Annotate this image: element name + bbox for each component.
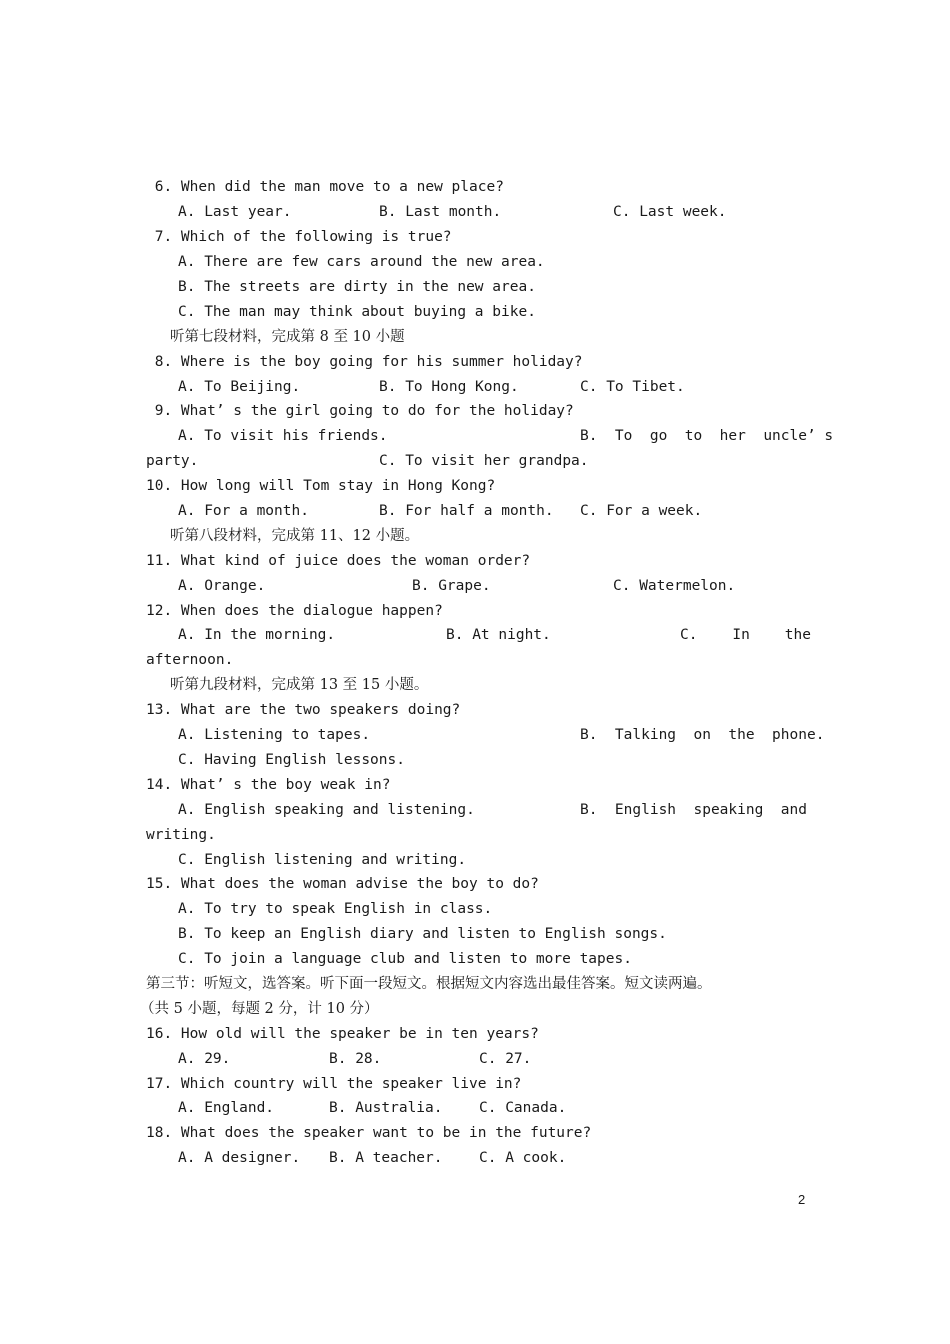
text-line: 9. What’ s the girl going to do for the holiday? bbox=[146, 403, 574, 419]
text-line: 14. What’ s the boy weak in? bbox=[146, 777, 391, 793]
text-line: B. At night. bbox=[446, 627, 551, 643]
text-line: A. England. bbox=[178, 1100, 275, 1116]
text-line: writing. bbox=[146, 827, 216, 843]
text-line: C. The man may think about buying a bike. bbox=[178, 304, 536, 320]
text-line: 10. How long will Tom stay in Hong Kong? bbox=[146, 478, 496, 494]
text-line: C. A cook. bbox=[479, 1150, 567, 1166]
text-line: A. A designer. bbox=[178, 1150, 301, 1166]
text-line: C. 27. bbox=[479, 1051, 532, 1067]
text-line: A. To try to speak English in class. bbox=[178, 901, 493, 917]
text-line: C. In the bbox=[680, 627, 811, 643]
text-line: B. Talking on the phone. bbox=[580, 727, 825, 743]
text-line: 听第七段材料，完成第 8 至 10 小题 bbox=[170, 329, 405, 345]
text-line: B. 28. bbox=[329, 1051, 382, 1067]
text-line: C. To visit her grandpa. bbox=[379, 453, 589, 469]
text-line: A. Orange. bbox=[178, 578, 266, 594]
text-line: C. For a week. bbox=[580, 503, 703, 519]
text-line: C. Last week. bbox=[613, 204, 727, 220]
text-line: B. To go to her uncle’ s bbox=[580, 428, 834, 444]
text-line: C. Canada. bbox=[479, 1100, 567, 1116]
text-line: B. English speaking and bbox=[580, 802, 807, 818]
text-line: 6. When did the man move to a new place? bbox=[146, 179, 504, 195]
text-line: A. In the morning. bbox=[178, 627, 336, 643]
text-line: afternoon. bbox=[146, 652, 234, 668]
text-line: C. Having English lessons. bbox=[178, 752, 405, 768]
text-line: B. To keep an English diary and listen to English songs. bbox=[178, 926, 667, 942]
text-line: 8. Where is the boy going for his summer holiday? bbox=[146, 354, 583, 370]
text-line: party. bbox=[146, 453, 199, 469]
text-line: 18. What does the speaker want to be in the future? bbox=[146, 1125, 592, 1141]
text-line: A. 29. bbox=[178, 1051, 231, 1067]
text-line: 听第八段材料，完成第 11、12 小题。 bbox=[170, 528, 420, 544]
text-line: C. To Tibet. bbox=[580, 379, 685, 395]
text-line: A. English speaking and listening. bbox=[178, 802, 475, 818]
text-line: B. A teacher. bbox=[329, 1150, 443, 1166]
text-line: 11. What kind of juice does the woman order? bbox=[146, 553, 531, 569]
text-line: C. Watermelon. bbox=[613, 578, 736, 594]
text-line: 12. When does the dialogue happen? bbox=[146, 603, 443, 619]
text-line: C. English listening and writing. bbox=[178, 852, 467, 868]
text-line: B. Grape. bbox=[412, 578, 491, 594]
text-line: B. The streets are dirty in the new area. bbox=[178, 279, 536, 295]
text-line: 15. What does the woman advise the boy to do? bbox=[146, 876, 539, 892]
text-line: B. For half a month. bbox=[379, 503, 554, 519]
text-line: B. Last month. bbox=[379, 204, 502, 220]
text-line: 16. How old will the speaker be in ten years? bbox=[146, 1026, 539, 1042]
text-line: A. Listening to tapes. bbox=[178, 727, 371, 743]
text-line: A. There are few cars around the new area. bbox=[178, 254, 545, 270]
text-line: B. To Hong Kong. bbox=[379, 379, 519, 395]
text-line: A. To Beijing. bbox=[178, 379, 301, 395]
text-line: A. For a month. bbox=[178, 503, 309, 519]
text-line: B. Australia. bbox=[329, 1100, 443, 1116]
text-line: A. Last year. bbox=[178, 204, 292, 220]
text-line: 第三节：听短文，选答案。听下面一段短文。根据短文内容选出最佳答案。短文读两遍。 bbox=[146, 976, 712, 992]
text-line: （共 5 小题，每题 2 分，计 10 分） bbox=[140, 1001, 379, 1017]
text-line: C. To join a language club and listen to more tapes. bbox=[178, 951, 632, 967]
text-line: A. To visit his friends. bbox=[178, 428, 388, 444]
text-line: 17. Which country will the speaker live in? bbox=[146, 1076, 522, 1092]
text-line: 7. Which of the following is true? bbox=[146, 229, 452, 245]
text-line: 听第九段材料，完成第 13 至 15 小题。 bbox=[170, 677, 429, 693]
page-number: 2 bbox=[798, 1192, 806, 1207]
text-line: 13. What are the two speakers doing? bbox=[146, 702, 461, 718]
